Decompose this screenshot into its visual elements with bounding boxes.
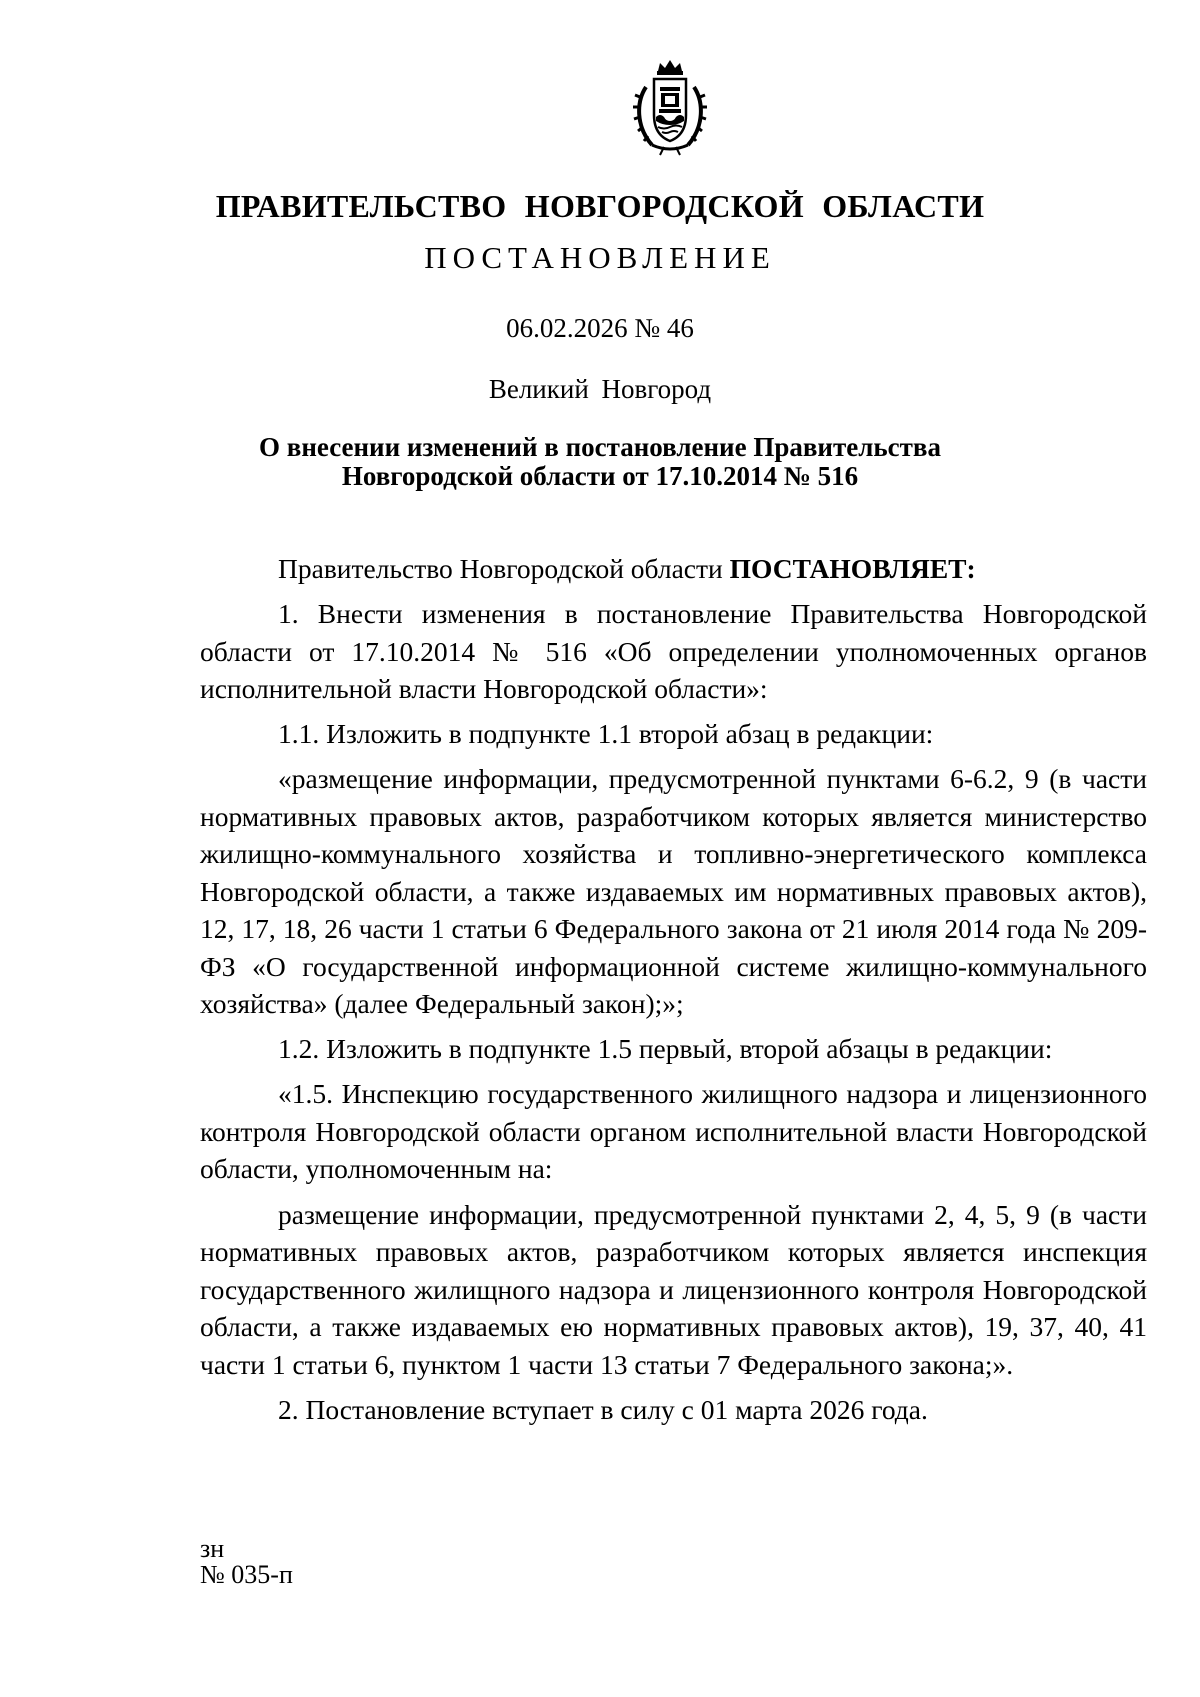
subject-line-1: О внесении изменений в постановление Правительства bbox=[259, 432, 941, 462]
date-and-number: 06.02.2026 № 46 bbox=[506, 313, 694, 343]
subject-line-2: Новгородской области от 17.10.2014 № 516 bbox=[341, 461, 859, 491]
document-type: ПОСТАНОВЛЕНИЕ bbox=[424, 240, 776, 275]
paragraph-1-2-quote-a: «1.5. Инспекцию государственного жилищного надзора и лицензионного контроля Новгородской области органом исполнительной власти Новгородской области, уполномоченным на: bbox=[200, 1078, 1147, 1185]
preamble bbox=[200, 550, 1147, 588]
coat-of-arms-icon bbox=[630, 57, 710, 157]
city-name: Великий Новгород bbox=[488, 374, 712, 404]
paragraph-2: 2. Постановление вступает в силу с 01 марта 2026 года. bbox=[278, 1393, 928, 1425]
document-subject bbox=[0, 433, 1200, 491]
paragraph-1-1: 1.1. Изложить в подпункте 1.1 второй абзац в редакции: bbox=[278, 718, 934, 750]
paragraph-1-2-quote-b: размещение информации, предусмотренной пунктами 2, 4, 5, 9 (в части нормативных правовых актов, разработчиком которых является инспекция государственного жилищного надзора и лицензионного контроля Новгородской области, а также издаваемых ею нормативных правовых актов), 19, 37, 40, 41 части 1 статьи 6, пунктом 1 части 13 статьи 7 Федерального закона;». bbox=[200, 1198, 1147, 1380]
paragraph-1-2: 1.2. Изложить в подпункте 1.5 первый, второй абзацы в редакции: bbox=[278, 1033, 1053, 1065]
government-name: ПРАВИТЕЛЬСТВО НОВГОРОДСКОЙ ОБЛАСТИ bbox=[215, 188, 985, 224]
paragraph-1: 1. Внести изменения в постановление Правительства Новгородской области от 17.10.2014 № 516 «Об определении уполномоченных органов исполнительной власти Новгородской области»: bbox=[200, 598, 1147, 705]
document-body bbox=[200, 550, 1147, 1436]
footer-initials: зн bbox=[200, 1534, 225, 1563]
preamble-verb: ПОСТАНОВЛЯЕТ: bbox=[729, 553, 976, 584]
preamble-text: Правительство Новгородской области bbox=[278, 553, 730, 584]
paragraph-1-1-quote: «размещение информации, предусмотренной пунктами 6-6.2, 9 (в части нормативных правовых актов, разработчиком которых является министерство жилищно-коммунального хозяйства и топливно-энергетического комплекса Новгородской области, а также издаваемых им нормативных правовых актов), 12, 17, 18, 26 части 1 статьи 6 Федерального закона от 21 июля 2014 года № 209-ФЗ «О государственной информационной системе жилищно-коммунального хозяйства» (далее Федеральный закон);»; bbox=[200, 763, 1147, 1020]
document-footer bbox=[200, 1536, 293, 1588]
footer-ref-number: № 035-п bbox=[200, 1560, 293, 1589]
